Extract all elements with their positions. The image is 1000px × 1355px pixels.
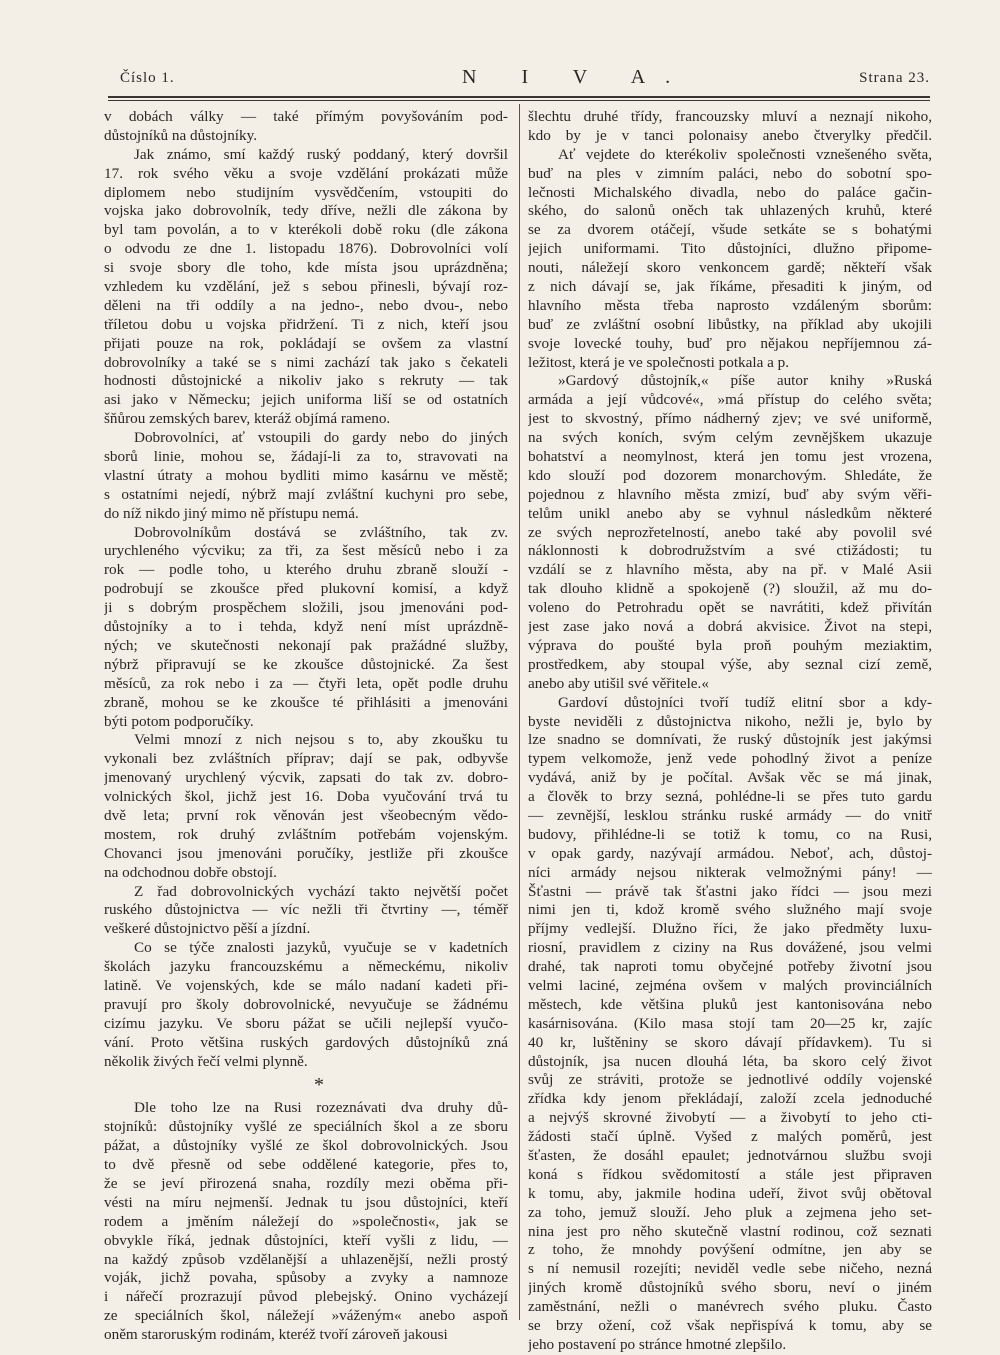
- text-line: sborů linie, mohou se, žádají-li za to, stravovati na: [104, 448, 508, 466]
- text-line: vydává, aniž by je počítal. Avšak věc se má jinak,: [528, 769, 932, 787]
- text-line: armáda a její vůdcové«, »má přístup do celého světa;: [528, 391, 932, 409]
- text-line: telům unikl anebo aby se vyhnul následkům některé: [528, 504, 932, 522]
- text-line: žádosti stačí úplně. Vyšed z malých poměrů, jest: [528, 1128, 932, 1146]
- text-line: Jak známo, smí každý ruský poddaný, který dovršil: [134, 145, 508, 163]
- text-line: vésti na míru nejmenší. Jednak tu jsou důstojníci, kteří: [104, 1193, 508, 1211]
- text-line: do níž nikdo jiný mimo ně přístupu nemá.: [104, 504, 359, 522]
- header-rule: [108, 96, 930, 98]
- text-line: a nejvýš skrovné živobytí — a živobytí to jeho cti-: [528, 1109, 932, 1127]
- text-line: příjmy vedlejší. Dlužno říci, že jako předměty luxu-: [528, 920, 932, 938]
- text-line: asi jako v Německu; jejich uniforma liší se od ostatních: [104, 391, 508, 409]
- text-line: šťasten, že dosáhl epaulet; jednotvárnou službu svoji: [528, 1146, 932, 1164]
- text-line: nimi jen ti, kdož kromě svého služného mají svoje: [528, 901, 932, 919]
- text-line: z nich dávají se, jak říkáme, přesaditi k jiným, od: [528, 278, 932, 296]
- text-line: latině. Ve vojenských, kde se málo nadaní kadeti při-: [104, 976, 508, 994]
- text-line: na každý způsob vzdělanější a uhlazenější, nežli prostý: [104, 1250, 508, 1268]
- text-line: mostem, rok druhý zvláštním potřebám vojenským.: [104, 825, 508, 843]
- text-line: volnických škol, jichž jest 16. Doba vyučování trvá tu: [104, 788, 508, 806]
- text-line: tříletou dobu u vojska přidržení. Ti z nich, kteří jsou: [104, 315, 508, 333]
- text-line: dvě leta; první rok věnován jest všeobecným vědo-: [104, 806, 508, 824]
- text-line: — zevnější, lesklou stránku ruské armády — do vnitř: [528, 806, 932, 824]
- column-divider: [519, 104, 520, 1320]
- text-line: buď ze zvláštní osobní libůstky, na příklad aby ukojili: [528, 315, 932, 333]
- text-line: voják, jichž povaha, spůsoby a zvyky a namnoze: [104, 1269, 508, 1287]
- text-line: Dobrovolníkům dostává se zvláštního, tak zv.: [134, 523, 508, 541]
- text-line: svoje lovecké touhy, buď pro nějakou nepříjemnou zá-: [528, 334, 932, 352]
- text-line: ji s dobrým prospěchem složili, jsou jmenováni pod-: [104, 599, 508, 617]
- text-line: koná s řídkou svědomitostí a stále jest připraven: [528, 1165, 932, 1183]
- text-line: typem velkomože, jenž vede pohodlný život a peníze: [528, 750, 932, 768]
- text-line: kdo slouží pod dozorem monarchovým. Shledáte, že: [528, 466, 932, 484]
- text-line: důstojníků na důstojníky.: [104, 126, 258, 144]
- right-column: [528, 108, 932, 1355]
- text-line: městech, kde většina pluků jest kantonisována nebo: [528, 995, 932, 1013]
- text-line: jest zase jako nová a dobrá akvisice. Život na stepi,: [528, 618, 932, 636]
- text-line: ruského důstojnictva — víc nežli tři čtvrtiny —, téměř: [104, 901, 508, 919]
- text-line: se za dvorem otáčejí, všude setkáte se s bohatými: [528, 221, 932, 239]
- text-line: Chovanci jsou jmenováni poručíky, jestliže při zkoušce: [104, 844, 508, 862]
- text-line: několik živých řečí velmi plynně.: [104, 1052, 308, 1070]
- text-line: zřídka kdy jenom překládají, založí zcela jednoduché: [528, 1090, 932, 1108]
- text-line: o odvodu ze dne 1. listopadu 1876). Dobrovolníci volí: [104, 240, 508, 258]
- text-line: byl tam povolán, a to v kterékoli době roku (dle zákona: [104, 221, 508, 239]
- text-line: se brzy ožení, což však nepřispívá k tomu, aby se: [528, 1317, 932, 1334]
- issue-number: Číslo 1.: [120, 70, 175, 86]
- text-line: z toho, že mnohdy povýšení odmítne, jen aby se: [528, 1241, 932, 1259]
- text-line: i nářečí prozrazují původ plebejský. Onino vycházejí: [104, 1288, 508, 1306]
- text-line: zaměstnání, nežli o manévrech svého pluku. Často: [528, 1298, 932, 1316]
- text-line: v opak gardy, nazývají armádou. Neboť, ach, důstoj-: [528, 844, 932, 862]
- text-line: pážat, a důstojníky vyšlé ze škol dobrovolnických. Jsou: [104, 1137, 508, 1155]
- text-line: školách jazyku francouzskému a německému, nikoliv: [104, 958, 508, 976]
- text-line: vzhledem ku vzdělání, jež s sebou přinesli, bývají roz-: [104, 278, 508, 296]
- text-line: Gardoví důstojníci tvoří tudíž elitní sbor a kdy-: [558, 693, 932, 711]
- text-line: anebo aby utišil své věřitele.«: [528, 674, 709, 692]
- text-line: voleno do Petrohradu opět se navrátiti, kdež přivítán: [528, 599, 932, 617]
- text-line: obvykle říká, jednak důstojníci, kteří vyšli z lidu, —: [104, 1231, 508, 1249]
- text-line: jeho postavení po stránce hmotné zlepšilo.: [528, 1335, 787, 1353]
- text-line: drahé, tak naproti tomu obyčejné potřeby životní jsou: [528, 958, 932, 976]
- text-line: budovy, přihlédne-li se totiž k tomu, co na Rusi,: [528, 825, 932, 843]
- text-line: bohatství a neomylnost, která jen tomu jest vrozena,: [528, 448, 932, 466]
- text-line: nina jest pro něho skutečně vlastní rodinou, což seznati: [528, 1222, 932, 1240]
- text-line: hodnosti důstojnické a nikoliv jako s rekruty — tak: [104, 372, 508, 390]
- text-line: vzdálí se z hlavního města, aby na př. v Malé Asii: [528, 561, 932, 579]
- text-line: šňůrou zemských barev, kteráž objímá rameno.: [104, 410, 391, 428]
- text-line: ze speciálních škol, náležejí »váženým« anebo aspoň: [104, 1307, 508, 1325]
- text-line: býti potom podporučíky.: [104, 712, 254, 730]
- text-line: vlastní útraty a mohou bydliti mimo kasárnu ve městě;: [104, 466, 508, 484]
- text-line: že se jeví přirozená snaha, rozdíly mezi oběma při-: [104, 1174, 508, 1192]
- text-line: riosní, pravidlem z ciziny na Rus dovážené, jsou velmi: [528, 939, 932, 957]
- text-line: lze snadno se domnívati, že ruský důstojník jest jakýmsi: [528, 731, 932, 749]
- text-line: lečnosti Michalského divadla, nebo do paláce gačin-: [528, 183, 932, 201]
- text-line: hlavního města třeba naprosto vzdáleným sborům:: [528, 296, 932, 314]
- text-line: šlechtu druhé třídy, francouzsky mluví a neznají nikoho,: [528, 108, 932, 125]
- text-line: podrobují se zkoušce před plukovní komisí, a když: [104, 580, 508, 598]
- text-line: ležitost, která je ve společnosti potkala a p.: [528, 353, 790, 371]
- text-line: přijati pouze na rok, pokládají se ovšem za vlastní: [104, 334, 508, 352]
- text-line: veškeré důstojnictvo pěší a jízdní.: [104, 920, 311, 938]
- text-line: tak dlouho klidně a spokojeně (?) sloužil, až mu do-: [528, 580, 932, 598]
- text-line: pojednou z hlavního města zmizí, buď aby svým věři-: [528, 485, 932, 503]
- text-line: jiných kromě důstojníků svého sboru, neví o jiném: [528, 1279, 932, 1297]
- text-line: nýbrž připravují se ke zkoušce důstojnické. Za šest: [104, 655, 508, 673]
- text-line: nouti, náležejí skoro venkoncem gardě; někteří však: [528, 259, 932, 277]
- text-line: jejich uniformami. Tito důstojníci, dlužno připome-: [528, 240, 932, 258]
- text-line: důstojník, jsa nucen dlouhá léta, ba skoro celý život: [528, 1052, 932, 1070]
- text-line: Dobrovolníci, ať vstoupili do gardy nebo do jiných: [134, 429, 508, 447]
- text-line: náklonnosti k dobrodružstvím a své ctižádosti; tu: [528, 542, 932, 560]
- text-line: níci armády nejsou nikterak velmožnými pány! —: [528, 863, 932, 881]
- text-line: si svoje sbory dle toho, kde místa jsou uprázdněna;: [104, 259, 508, 277]
- text-line: s ostatními nejedí, nýbrž mají zvláštní kuchyni pro sebe,: [104, 485, 508, 503]
- text-line: »Gardový důstojník,« píše autor knihy »Ruská: [558, 372, 932, 390]
- text-line: kdo by je v tanci polonaisy anebo čtverylky předčil.: [528, 126, 932, 144]
- text-line: za toho, jemuž slouží. Jeho pluk a zejmena jeho set-: [528, 1203, 932, 1221]
- text-line: prostředkem, aby stoupal výše, aby seznal cizí země,: [528, 655, 932, 673]
- text-line: pravují pro školy dobrovolnické, nevyučuje se žádnému: [104, 995, 508, 1013]
- text-line: na odchodnou dobře obstojí.: [104, 863, 277, 881]
- text-line: urychleného výcviku; za tři, za šest měsíců nebo i za: [104, 542, 508, 560]
- text-line: svůj ze stráviti, protože se jednotlivé oddíly vojenské: [528, 1071, 932, 1089]
- text-line: Šťastni — právě tak šťastni jako řídci — jsou mezi: [528, 882, 932, 900]
- text-line: dobrovolníky a také se s nimi zachází tak jako s čekateli: [104, 353, 508, 371]
- text-line: ných; ve skutečnosti nekonají pak pražádné služby,: [104, 636, 508, 654]
- text-line: k tomu, aby, jakmile hodina udeří, život svůj obětoval: [528, 1184, 932, 1202]
- text-line: Dle toho lze na Rusi rozeznávati dva druhy dů-: [134, 1099, 508, 1117]
- text-line: rodem a jměním náležejí do »společnosti«, jak se: [104, 1212, 508, 1230]
- text-line: s ní nemusil rozejíti; neviděl vedle sebe ničeho, nezná: [528, 1260, 932, 1278]
- text-line: měsíců, za rok nebo i za — čtyři leta, opět podle druhu: [104, 674, 508, 692]
- text-line: diplomem nebo studijním vysvědčením, vstoupiti do: [104, 183, 508, 201]
- text-line: děleni na tři oddíly a na jedno-, nebo dvou-, nebo: [104, 296, 508, 314]
- text-line: na svých koních, svým celým zevnějškem ukazuje: [528, 429, 932, 447]
- text-line: ze svých neprozřetelností, anebo také aby povolil své: [528, 523, 932, 541]
- text-line: vání. Proto většina ruských gardových důstojníků zná: [104, 1033, 508, 1051]
- text-line: buď na ples v zimním paláci, nebo do sobotní spo-: [528, 164, 932, 182]
- text-line: byste neviděli z důstojnictva nikoho, nežli je, bylo by: [528, 712, 932, 730]
- left-column: [104, 108, 508, 1345]
- text-line: v dobách války — také přímým povyšováním pod-: [104, 108, 508, 125]
- text-line: vojska jako dobrovolník, tedy dříve, nežli dle zákona by: [104, 202, 508, 220]
- page-number: Strana 23.: [859, 70, 930, 86]
- text-line: vykonali bez zvláštních příprav; dají se pak, odbyvše: [104, 750, 508, 768]
- header-rule-thin: [108, 100, 930, 101]
- text-line: 40 kr, luštěniny se skoro dávají přídavkem). Tu si: [528, 1033, 932, 1051]
- text-line: rok — podle toho, u kterého druhu zbraně slouží -: [104, 561, 508, 579]
- text-line: jmenovaný urychlený výcvik, zapsati do tak zv. dobro-: [104, 769, 508, 787]
- text-line: Z řad dobrovolnických vychází takto největší počet: [134, 882, 508, 900]
- text-line: jest to skvostný, přímo nádherný zjev; ve své uniformě,: [528, 410, 932, 428]
- text-line: Co se týče znalosti jazyků, vyučuje se v kadetních: [134, 939, 508, 957]
- publication-title: N I V A.: [462, 66, 691, 88]
- text-line: oněm staroruským rodinám, kteréž tvoří zároveň jakousi: [104, 1326, 448, 1344]
- page-header: [108, 66, 930, 96]
- text-line: Ať vejdete do kterékoliv společnosti vznešeného světa,: [558, 145, 932, 163]
- text-line: 17. rok svého věku a svoje vzdělání prokázati může: [104, 164, 508, 182]
- text-line: stojníků: důstojníky vyšlé ze speciálních škol a ze sboru: [104, 1118, 508, 1136]
- text-line: to dvě přesně od sebe oddělené kategorie, přes to,: [104, 1156, 508, 1174]
- text-line: a člověk to brzy sezná, pohlédne-li se přes tuto gardu: [528, 788, 932, 806]
- text-line: kasárnisována. (Kilo masa stojí tam 20—25 kr, zajíc: [528, 1014, 932, 1032]
- section-separator: *: [314, 1074, 324, 1097]
- text-line: ského, do salonů oněch tak uhlazených kruhů, které: [528, 202, 932, 220]
- text-line: cizímu jazyku. Ve sboru pážat se učili nejlepší vyučo-: [104, 1014, 508, 1032]
- text-line: výprava do poušté byla proň pouhým meziaktim,: [528, 636, 932, 654]
- text-line: zbraně, mohou se ke zkoušce té přihlásiti a jmenováni: [104, 693, 508, 711]
- text-line: Velmi mnozí z nich nejsou s to, aby zkoušku tu: [134, 731, 508, 749]
- text-line: důstojníky a to i tehda, když není míst uprázdně-: [104, 618, 508, 636]
- text-line: velmi laciné, zejména ovšem v malých provinciálních: [528, 976, 932, 994]
